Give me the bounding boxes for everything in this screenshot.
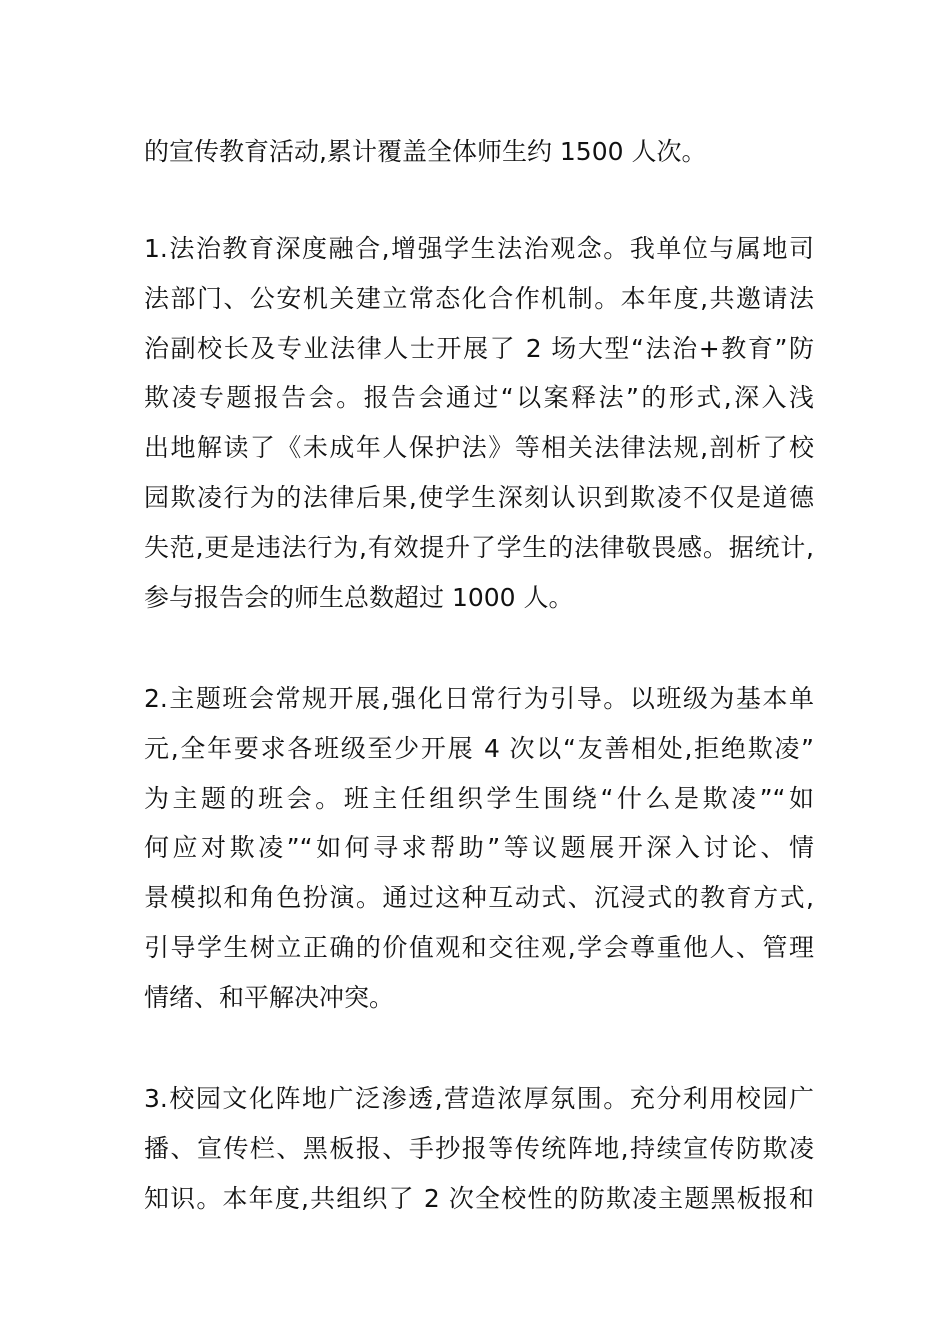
paragraph-legal-education bbox=[144, 224, 814, 622]
text-line: 3.校园文化阵地广泛渗透,营造浓厚氛围。充分利用校园广 bbox=[144, 1084, 814, 1113]
text-line: 园欺凌行为的法律后果,使学生深刻认识到欺凌不仅是道德 bbox=[144, 482, 814, 512]
text-line: 何应对欺凌”“如何寻求帮助”等议题展开深入讨论、情 bbox=[144, 833, 814, 863]
text-line: 出地解读了《未成年人保护法》等相关法律法规,剖析了校 bbox=[144, 433, 814, 463]
text-line: 播、宣传栏、黑板报、手抄报等传统阵地,持续宣传防欺凌 bbox=[144, 1133, 814, 1163]
text-line: 景模拟和角色扮演。通过这种互动式、沉浸式的教育方式, bbox=[144, 883, 814, 913]
paragraph-intro-tail bbox=[144, 127, 814, 177]
text-line: 为主题的班会。班主任组织学生围绕“什么是欺凌”“如 bbox=[144, 783, 814, 813]
text-line: 2.主题班会常规开展,强化日常行为引导。以班级为基本单 bbox=[144, 684, 814, 713]
text-line: 失范,更是违法行为,有效提升了学生的法律敬畏感。据统计, bbox=[144, 532, 814, 562]
text-line: 引导学生树立正确的价值观和交往观,学会尊重他人、管理 bbox=[144, 932, 814, 962]
paragraph-class-meetings bbox=[144, 674, 814, 1023]
text-line: 情绪、和平解决冲突。 bbox=[144, 982, 395, 1012]
text-line: 元,全年要求各班级至少开展 4 次以“友善相处,拒绝欺凌” bbox=[144, 733, 814, 763]
text-line: 的宣传教育活动,累计覆盖全体师生约 1500 人次。 bbox=[144, 137, 707, 166]
text-line: 治副校长及专业法律人士开展了 2 场大型“法治+教育”防 bbox=[144, 333, 814, 363]
text-line: 欺凌专题报告会。报告会通过“以案释法”的形式,深入浅 bbox=[144, 383, 814, 413]
paragraph-campus-culture bbox=[144, 1074, 814, 1223]
text-line: 法部门、公安机关建立常态化合作机制。本年度,共邀请法 bbox=[144, 283, 814, 313]
text-line: 1.法治教育深度融合,增强学生法治观念。我单位与属地司 bbox=[144, 234, 814, 263]
text-line: 参与报告会的师生总数超过 1000 人。 bbox=[144, 582, 574, 612]
text-line: 知识。本年度,共组织了 2 次全校性的防欺凌主题黑板报和 bbox=[144, 1183, 814, 1213]
